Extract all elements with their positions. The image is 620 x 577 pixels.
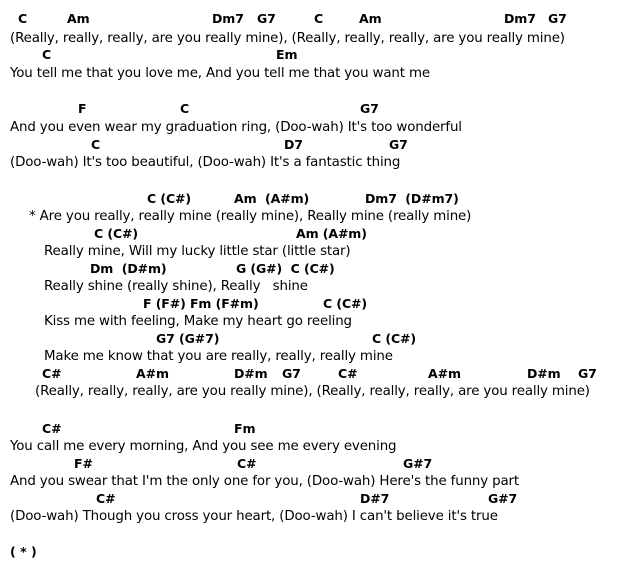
chord-label: A#m [136,366,169,381]
chord-label: G#7 [488,491,518,506]
chord-label: G7 [578,366,597,381]
lyric-line: Make me know that you are really, really, really mine [44,349,393,364]
chord-label: Fm [234,421,256,436]
chord-label: A#m [428,366,461,381]
chord-label: Am [359,11,382,26]
chord-label: Dm7 [504,11,536,26]
chord-label: C# [237,456,257,471]
chord-label: G7 [548,11,567,26]
chord-label: C (C#) [147,191,191,206]
chord-label: Am (A#m) [296,226,367,241]
chord-label: G (G#) C (C#) [236,261,335,276]
chord-label: G7 [282,366,301,381]
lyric-line: And you even wear my graduation ring, (Doo-wah) It's too wonderful [10,120,462,135]
chord-label: Em [276,47,298,62]
chord-label: C# [42,421,62,436]
chord-label: Dm7 (D#m7) [365,191,459,206]
chord-label: C (C#) [372,331,416,346]
chord-label: Am [67,11,90,26]
chord-label: C (C#) [94,226,138,241]
lyric-line: You tell me that you love me, And you tell me that you want me [10,66,430,81]
chord-label: C [91,137,101,152]
lyric-line: And you swear that I'm the only one for you, (Doo-wah) Here's the funny part [10,474,519,489]
chord-label: F# [74,456,93,471]
chord-label: F (F#) Fm (F#m) [143,296,259,311]
lyric-line: (Doo-wah) Though you cross your heart, (Doo-wah) I can't believe it's true [10,509,498,524]
lyric-line: Really mine, Will my lucky little star (little star) [44,244,351,259]
repeat-chorus-marker: ( * ) [10,544,37,559]
chord-label: G7 [257,11,276,26]
chord-label: C [314,11,324,26]
chord-label: D7 [284,137,303,152]
chord-label: C [18,11,28,26]
chord-label: Am (A#m) [234,191,310,206]
chord-label: D#7 [360,491,390,506]
chord-label: C# [42,366,62,381]
chord-label: G7 (G#7) [156,331,220,346]
chord-label: C# [96,491,116,506]
chord-label: G7 [360,101,379,116]
chord-label: C [42,47,52,62]
chord-label: C# [338,366,358,381]
chord-label: C (C#) [323,296,367,311]
chord-label: C [180,101,190,116]
lyric-line: (Doo-wah) It's too beautiful, (Doo-wah) It's a fantastic thing [10,155,401,170]
lyric-line: * Are you really, really mine (really mine), Really mine (really mine) [29,209,472,224]
lyric-line: Really shine (really shine), Really shine [44,279,308,294]
lyric-line: Kiss me with feeling, Make my heart go reeling [44,314,352,329]
chord-label: G#7 [403,456,433,471]
chord-label: Dm7 [212,11,244,26]
chord-label: D#m [527,366,561,381]
lyric-line: (Really, really, really, are you really mine), (Really, really, really, are you really mine) [10,31,565,46]
lyric-line: (Really, really, really, are you really mine), (Really, really, really, are you really mine) [35,384,590,399]
chord-label: F [78,101,87,116]
chord-label: G7 [389,137,408,152]
lyric-line: You call me every morning, And you see me every evening [10,439,397,454]
chord-label: D#m [234,366,268,381]
chord-label: Dm (D#m) [90,261,167,276]
